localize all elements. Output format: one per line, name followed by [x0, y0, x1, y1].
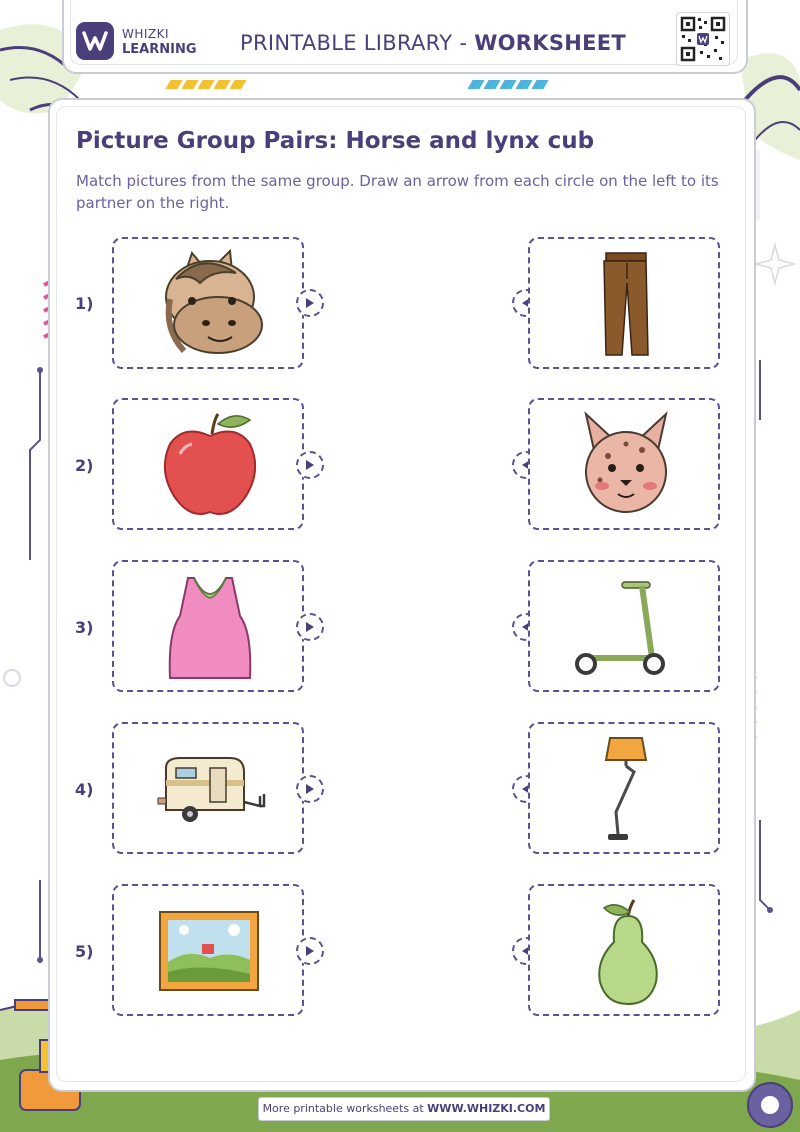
left-picture-card	[112, 722, 304, 854]
qr-code-icon	[676, 12, 730, 66]
worksheet-instructions: Match pictures from the same group. Draw an arrow from each circle on the left to its partner on the right.	[76, 172, 719, 212]
logo-line-1: WHIZKI	[122, 27, 170, 41]
arrow-right-icon	[305, 459, 315, 471]
left-picture-card	[112, 884, 304, 1016]
row-number: 4)	[75, 780, 94, 799]
blue-stripe-decoration	[470, 80, 546, 92]
left-connector-circle[interactable]	[296, 775, 324, 803]
arrow-right-icon	[305, 945, 315, 957]
left-picture-card	[112, 560, 304, 692]
row-number: 1)	[75, 294, 94, 313]
trousers-icon	[530, 239, 722, 371]
logo-line-2: LEARNING	[122, 42, 197, 57]
framed-painting-icon	[114, 886, 306, 1018]
scooter-icon	[530, 562, 722, 694]
arrow-right-icon	[305, 621, 315, 633]
pear-icon	[530, 886, 722, 1018]
apple-icon	[114, 400, 306, 532]
left-connector-circle[interactable]	[296, 289, 324, 317]
right-picture-card	[528, 560, 720, 692]
worksheet-title: Picture Group Pairs: Horse and lynx cub	[76, 128, 595, 154]
header-title	[240, 31, 626, 55]
footer-site-link[interactable]: WWW.WHIZKI.COM	[427, 1102, 546, 1115]
left-picture-card	[112, 398, 304, 530]
footer-prefix: More printable worksheets at	[262, 1102, 428, 1115]
caravan-trailer-icon	[114, 724, 306, 856]
yellow-stripe-decoration	[168, 80, 244, 92]
left-picture-card	[112, 237, 304, 369]
footer-banner	[258, 1097, 550, 1121]
header-title-regular: PRINTABLE LIBRARY -	[240, 31, 475, 55]
row-number: 3)	[75, 618, 94, 637]
tank-top-icon	[114, 562, 306, 694]
arrow-right-icon	[305, 783, 315, 795]
right-picture-card	[528, 398, 720, 530]
left-connector-circle[interactable]	[296, 451, 324, 479]
row-number: 2)	[75, 456, 94, 475]
row-number: 5)	[75, 942, 94, 961]
left-connector-circle[interactable]	[296, 613, 324, 641]
right-picture-card	[528, 237, 720, 369]
lynx-cub-icon	[530, 400, 722, 532]
logo-wordmark	[122, 26, 197, 58]
arrow-right-icon	[305, 297, 315, 309]
left-connector-circle[interactable]	[296, 937, 324, 965]
right-picture-card	[528, 722, 720, 854]
floor-lamp-icon	[530, 724, 722, 856]
header-title-bold: WORKSHEET	[474, 31, 627, 55]
whizki-logo-icon	[76, 22, 114, 60]
horse-icon	[114, 239, 306, 371]
right-picture-card	[528, 884, 720, 1016]
